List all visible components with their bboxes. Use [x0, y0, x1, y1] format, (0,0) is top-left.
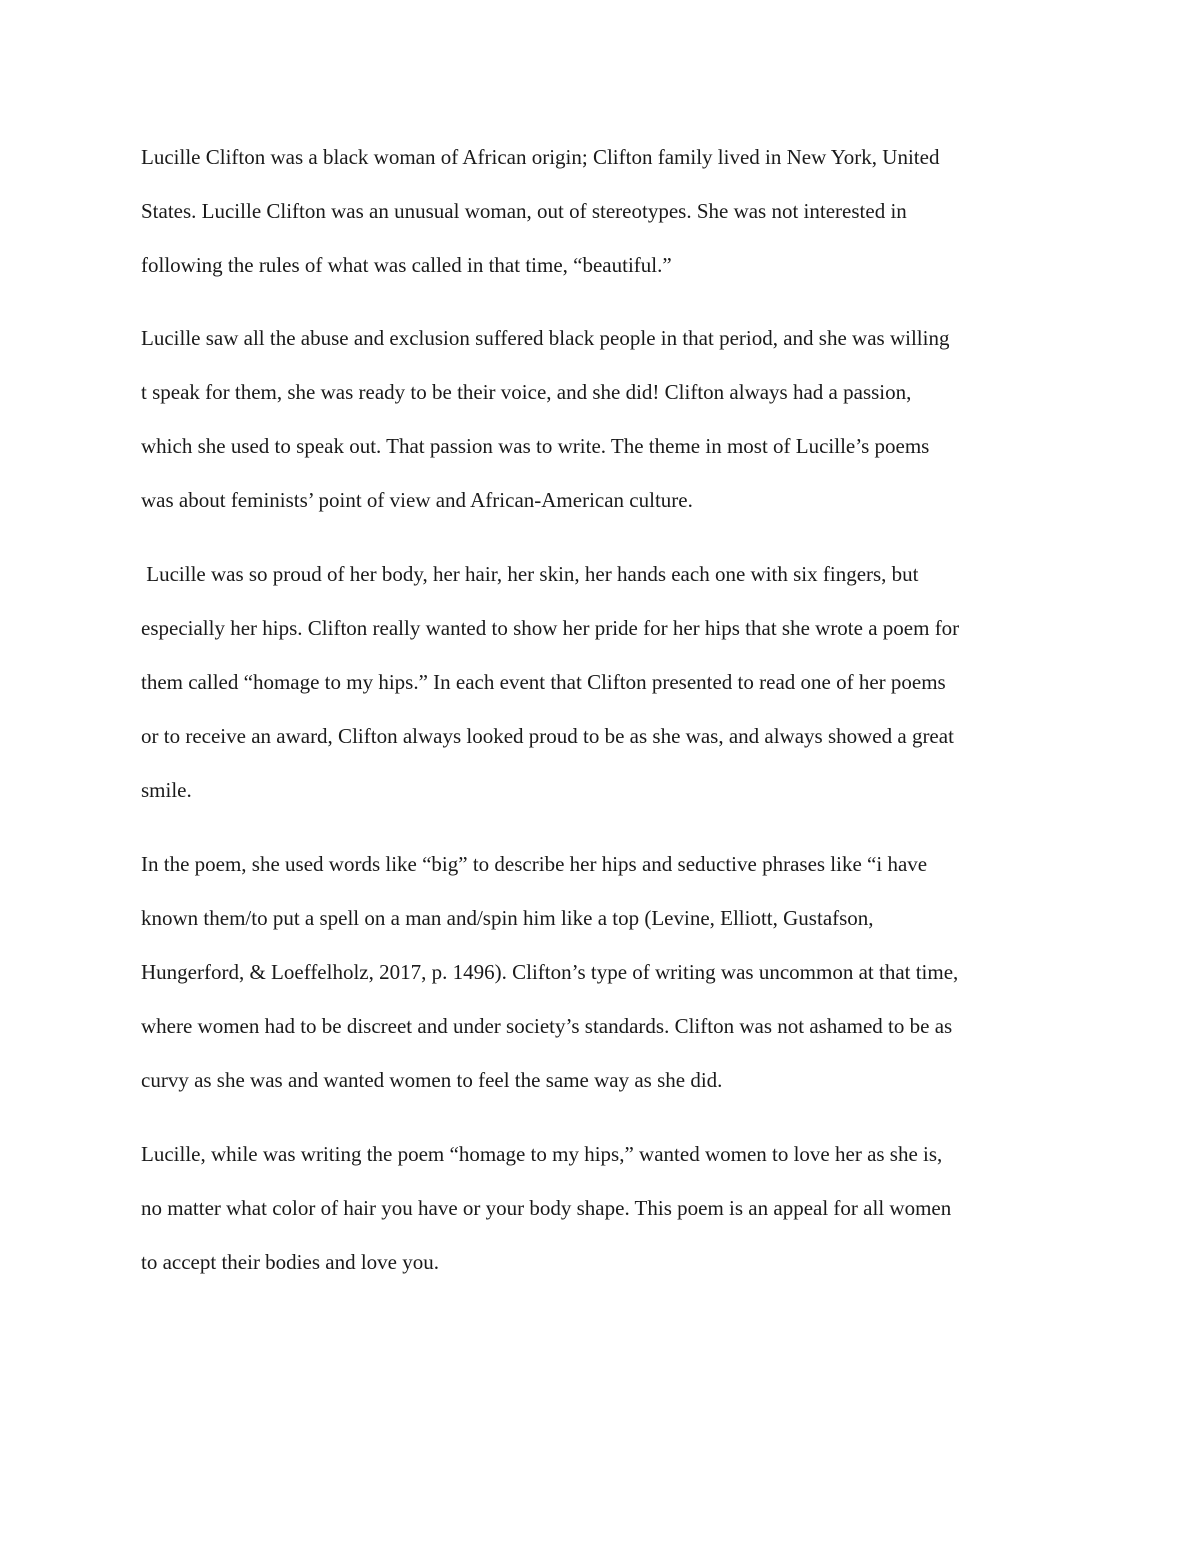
- paragraph-line: Hungerford, & Loeffelholz, 2017, p. 1496). Clifton’s type of writing was uncommon at that time,: [141, 960, 959, 984]
- paragraph-line: following the rules of what was called in that time, “beautiful.”: [141, 253, 672, 277]
- paragraph-line: smile.: [141, 778, 192, 802]
- paragraph-line: curvy as she was and wanted women to feel the same way as she did.: [141, 1068, 723, 1092]
- paragraph-line: especially her hips. Clifton really wanted to show her pride for her hips that she wrote a poem for: [141, 616, 960, 640]
- paragraph-line: to accept their bodies and love you.: [141, 1250, 439, 1274]
- paragraph-line: or to receive an award, Clifton always looked proud to be as she was, and always showed a great: [141, 724, 954, 748]
- paragraph-line: Lucille saw all the abuse and exclusion suffered black people in that period, and she was willing: [141, 326, 950, 350]
- paragraph-line: which she used to speak out. That passion was to write. The theme in most of Lucille’s poems: [141, 434, 930, 458]
- paragraph-3: [141, 547, 1071, 817]
- paragraph-2: [141, 311, 1071, 527]
- paragraph-line: no matter what color of hair you have or your body shape. This poem is an appeal for all women: [141, 1196, 952, 1220]
- paragraph-line: States. Lucille Clifton was an unusual woman, out of stereotypes. She was not interested in: [141, 199, 907, 223]
- paragraph-line: Lucille was so proud of her body, her hair, her skin, her hands each one with six fingers, but: [141, 562, 919, 586]
- paragraph-1: [141, 130, 1071, 292]
- paragraph-line: where women had to be discreet and under society’s standards. Clifton was not ashamed to be as: [141, 1014, 953, 1038]
- paragraph-line: Lucille Clifton was a black woman of African origin; Clifton family lived in New York, United: [141, 145, 940, 169]
- paragraph-4: [141, 837, 1071, 1107]
- paragraph-line: Lucille, while was writing the poem “homage to my hips,” wanted women to love her as she is,: [141, 1142, 943, 1166]
- paragraph-line: t speak for them, she was ready to be their voice, and she did! Clifton always had a passion,: [141, 380, 912, 404]
- paragraph-line: known them/to put a spell on a man and/spin him like a top (Levine, Elliott, Gustafson,: [141, 906, 874, 930]
- paragraph-line: was about feminists’ point of view and African-American culture.: [141, 488, 693, 512]
- paragraph-line: them called “homage to my hips.” In each event that Clifton presented to read one of her poems: [141, 670, 946, 694]
- paragraph-5: [141, 1127, 1071, 1289]
- paragraph-line: In the poem, she used words like “big” to describe her hips and seductive phrases like “i have: [141, 852, 928, 876]
